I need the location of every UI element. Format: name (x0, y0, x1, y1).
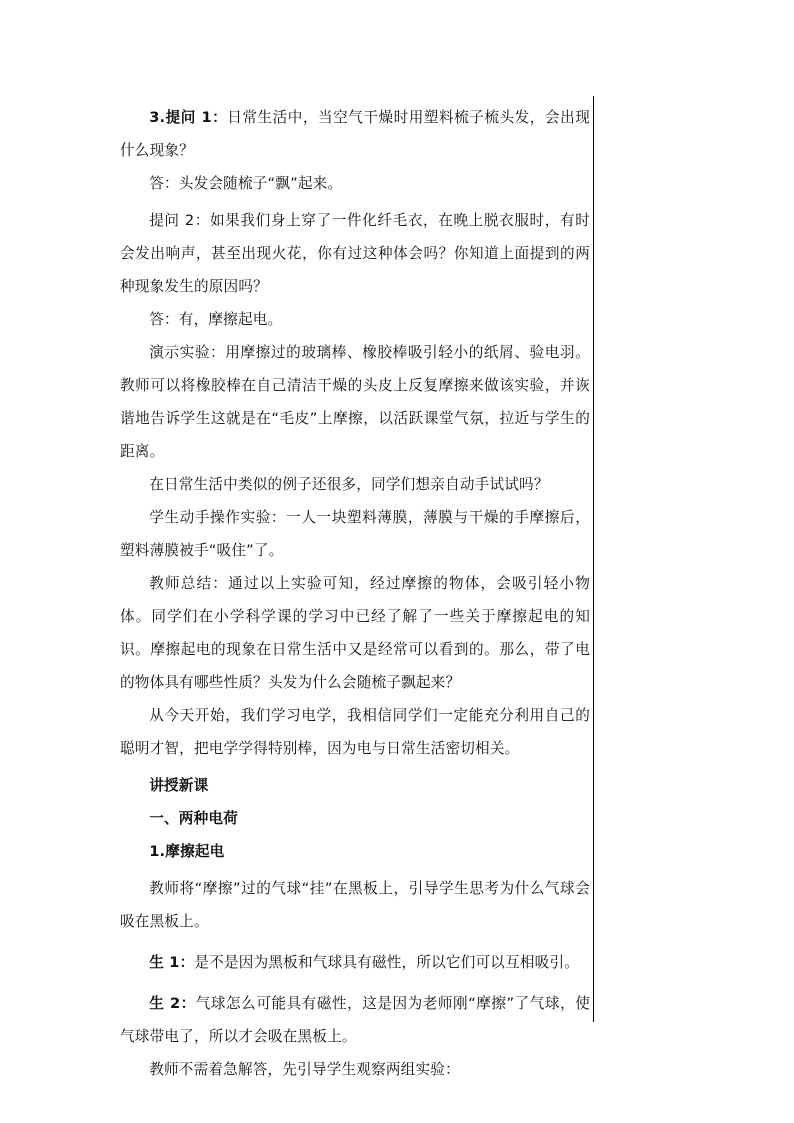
paragraph-teacher-summary: 教师总结：通过以上实验可知，经过摩擦的物体，会吸引轻小物体。同学们在小学科学课的学习中已经了解了一些关于摩擦起电的知识。摩擦起电的现象在日常生活中又是经常可以看到的。那么，带了电的物体具有哪些性质？头发为什么会随梳子飘起来？ (120, 575, 590, 691)
paragraph-question-1 (120, 101, 590, 167)
heading-new-lesson: 讲授新课 (149, 777, 209, 794)
paragraph-answer-2: 答：有，摩擦起电。 (149, 311, 283, 328)
heading-two-charges: 一、两种电荷 (149, 810, 238, 827)
student-2-text: 气球怎么可能具有磁性，这是因为老师刚“摩擦”了气球，使气球带电了，所以才会吸在黑板上。 (120, 995, 590, 1045)
paragraph-everyday-examples: 在日常生活中类似的例子还很多，同学们想亲自动手试试吗？ (149, 476, 549, 493)
paragraph-introduction: 从今天开始，我们学习电学，我相信同学们一定能充分利用自己的聪明才智，把电学学得特别棒，因为电与日常生活密切相关。 (120, 707, 590, 757)
question-1-label: 3.提问 1： (149, 109, 228, 126)
student-1-label: 生 1： (149, 954, 195, 971)
heading-friction-electrification: 1.摩擦起电 (149, 843, 225, 860)
document-body (120, 101, 590, 1086)
paragraph-answer-1: 答：头发会随梳子“飘”起来。 (149, 175, 343, 192)
paragraph-observe-experiments: 教师不需着急解答，先引导学生观察两组实验： (149, 1061, 460, 1078)
question-1-text: 日常生活中，当空气干燥时用塑料梳子梳头发，会出现什么现象？ (120, 109, 590, 159)
student-2-label: 生 2： (149, 995, 196, 1012)
table-border-right (593, 96, 594, 1022)
paragraph-balloon-demo: 教师将“摩擦”过的气球“挂”在黑板上，引导学生思考为什么气球会吸在黑板上。 (120, 880, 590, 930)
paragraph-student-1 (120, 946, 590, 979)
paragraph-student-experiment: 学生动手操作实验：一人一块塑料薄膜，薄膜与干燥的手摩擦后，塑料薄膜被手“吸住”了。 (120, 509, 590, 559)
paragraph-student-2 (120, 987, 590, 1053)
student-1-text: 是不是因为黑板和气球具有磁性，所以它们可以互相吸引。 (194, 954, 580, 971)
paragraph-demo-experiment: 演示实验：用摩擦过的玻璃棒、橡胶棒吸引轻小的纸屑、验电羽。教师可以将橡胶棒在自己清洁干燥的头皮上反复摩擦来做该实验，并诙谐地告诉学生这就是在“毛皮”上摩擦，以活跃课堂气氛，拉近与学生的距离。 (120, 344, 590, 460)
paragraph-question-2: 提问 2：如果我们身上穿了一件化纤毛衣，在晚上脱衣服时，有时会发出响声，甚至出现火花，你有过这种体会吗？你知道上面提到的两种现象发生的原因吗？ (120, 212, 590, 295)
